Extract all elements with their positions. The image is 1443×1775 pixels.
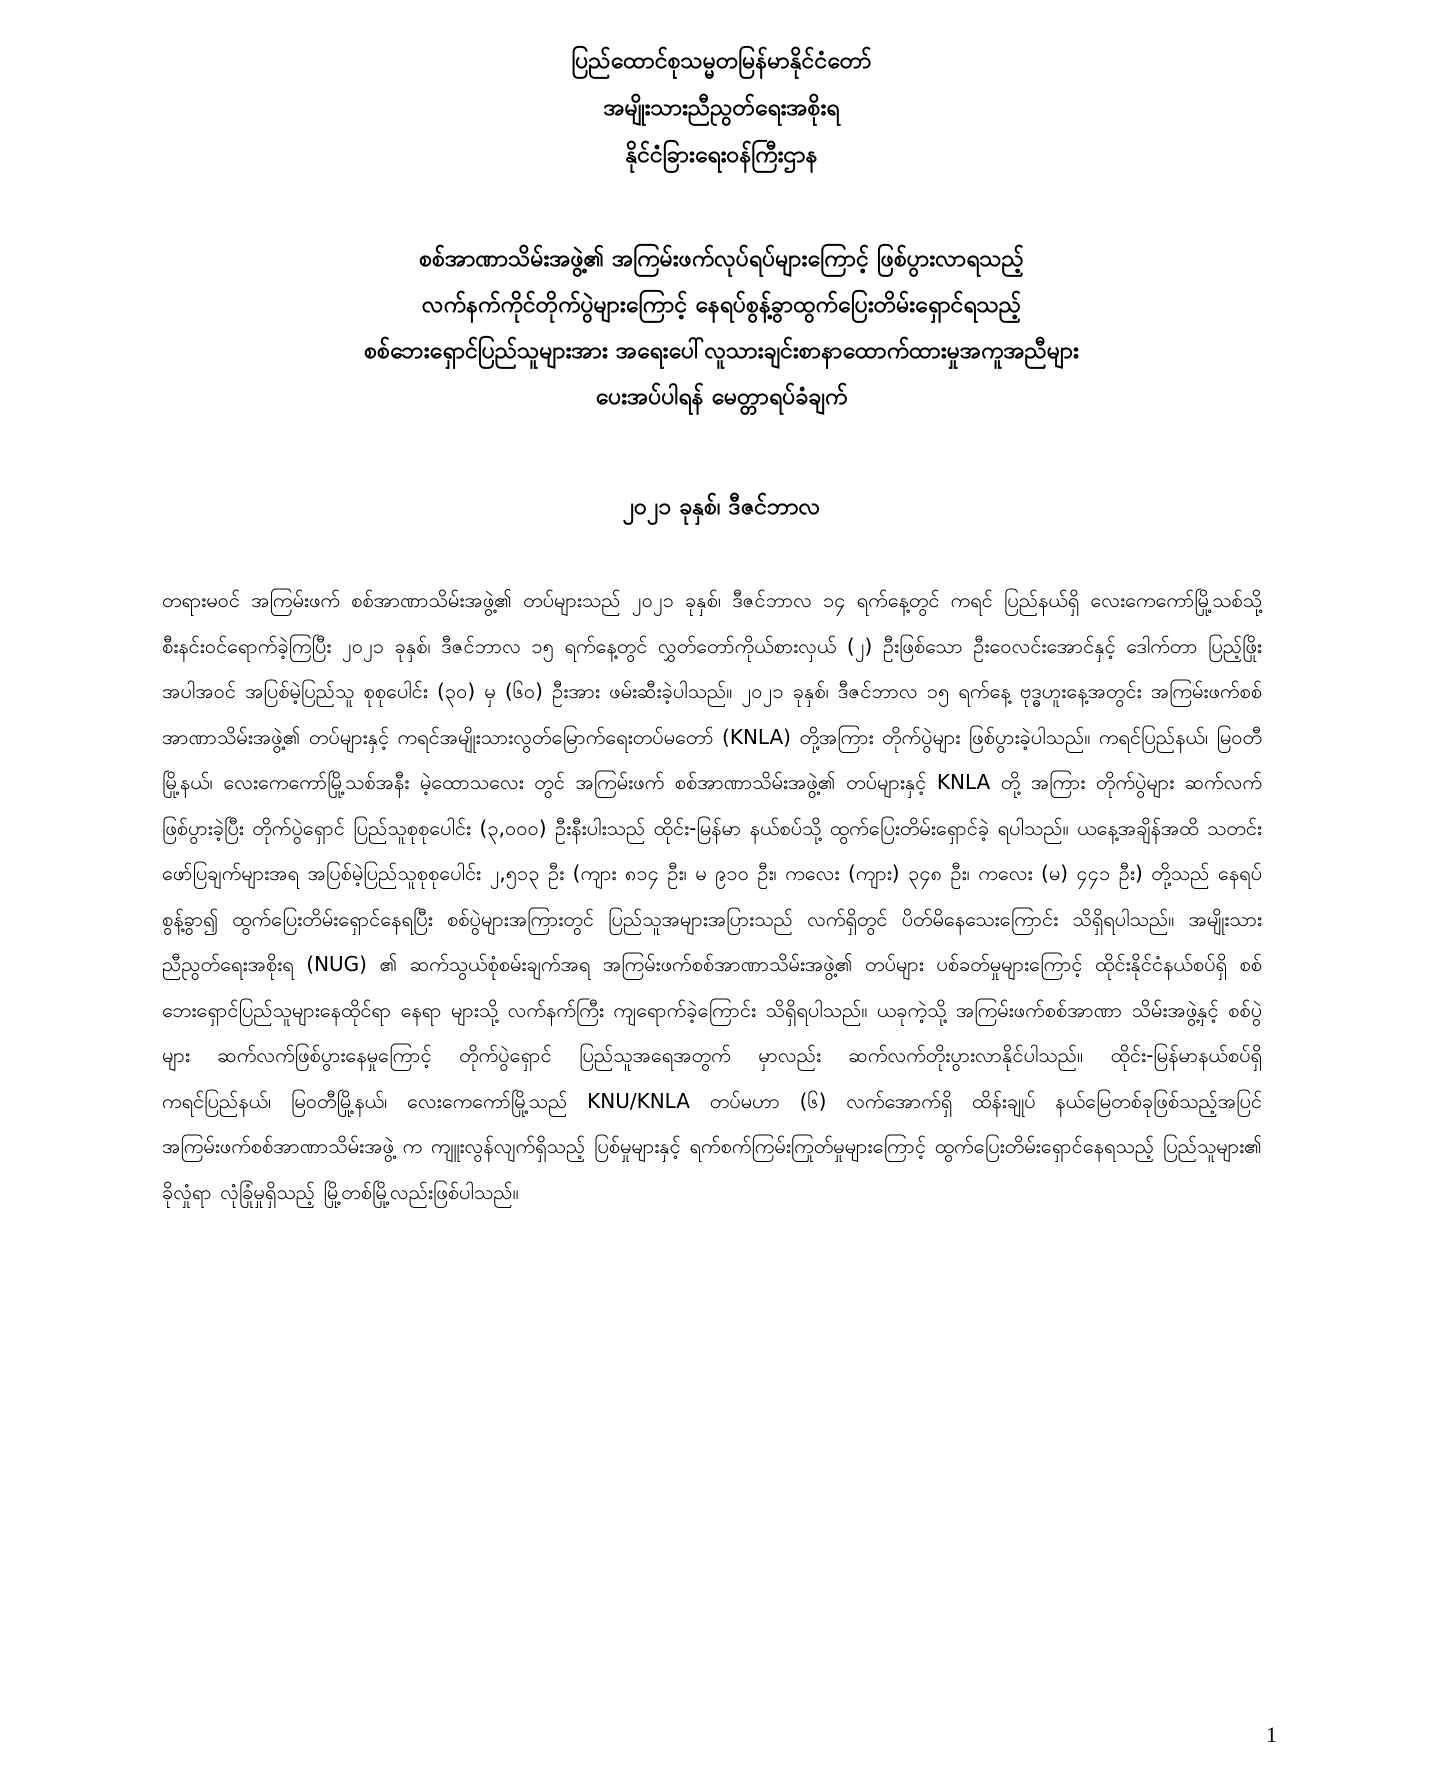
title-line-1: စစ်အာဏာသိမ်းအဖွဲ့၏ အကြမ်းဖက်လုပ်ရပ်များကြောင့် ဖြစ်ပွားလာရသည့် <box>419 246 1024 272</box>
header-country-name: ပြည်ထောင်စုသမ္မတမြန်မာနိုင်ငံတော် <box>571 48 872 74</box>
header-government-name: အမျိုးသားညီညွတ်ရေးအစိုးရ <box>603 95 840 121</box>
ministry-header <box>180 38 1263 179</box>
body-paragraph: တရားမဝင် အကြမ်းဖက် စစ်အာဏာသိမ်းအဖွဲ့၏ တပ်များသည် ၂၀၂၁ ခုနှစ်၊ ဒီဇင်ဘာလ ၁၄ ရက်နေ့တွင် ကရင် ပြည်နယ်ရှိ လေးကေကော်မြို့သစ်သို့ စီးနင်းဝင်ရောက်ခဲ့ကြပြီး ၂၀၂၁ ခုနှစ်၊ ဒီဇင်ဘာလ ၁၅ ရက်နေ့တွင် လွှတ်တော်ကိုယ်စားလှယ် (၂) ဦးဖြစ်သော ဦးဝေလင်းအောင်နှင့် ဒေါက်တာ ပြည့်ဖြိုးအပါအဝင် အပြစ်မဲ့ပြည်သူ စုစုပေါင်း (၃၀) မှ (၆၀) ဦးအား ဖမ်းဆီးခဲ့ပါသည်။ ၂၀၂၁ ခုနှစ်၊ ဒီဇင်ဘာလ ၁၅ ရက်နေ့ ဗုဒ္ဓဟူးနေ့အတွင်း အကြမ်းဖက်စစ်အာဏာသိမ်းအဖွဲ့၏ တပ်များနှင့် ကရင်အမျိုးသားလွတ်မြောက်ရေးတပ်မတော် (KNLA) တို့အကြား တိုက်ပွဲများ ဖြစ်ပွားခဲ့ပါသည်။ ကရင်ပြည်နယ်၊ မြဝတီမြို့နယ်၊ လေးကေကော်မြို့သစ်အနီး မဲ့ထောသလေး တွင် အကြမ်းဖက် စစ်အာဏာသိမ်းအဖွဲ့၏ တပ်များနှင့် KNLA တို့ အကြား တိုက်ပွဲများ ဆက်လက်ဖြစ်ပွားခဲ့ပြီး တိုက်ပွဲရှောင် ပြည်သူစုစုပေါင်း (၃,၀၀၀) ဦးနီးပါးသည် ထိုင်း-မြန်မာ နယ်စပ်သို့ ထွက်ပြေးတိမ်းရှောင်ခဲ့ ရပါသည်။ ယနေ့အချိန်အထိ သတင်းဖော်ပြချက်များအရ အပြစ်မဲ့ပြည်သူစုစုပေါင်း ၂,၅၁၃ ဦး (ကျား ၈၁၄ ဦး၊ မ ၉၁၀ ဦး၊ ကလေး (ကျား) ၃၄၈ ဦး၊ ကလေး (မ) ၄၄၁ ဦး) တို့သည် နေရပ်စွန့်ခွာ၍ ထွက်ပြေးတိမ်းရှောင်နေရပြီး စစ်ပွဲများအကြားတွင် ပြည်သူအများအပြားသည် လက်ရှိတွင် ပိတ်မိနေသေးကြောင်း သိရှိရပါသည်။ အမျိုးသား ညီညွတ်ရေးအစိုးရ (NUG) ၏ ဆက်သွယ်စုံစမ်းချက်အရ အကြမ်းဖက်စစ်အာဏာသိမ်းအဖွဲ့၏ တပ်များ ပစ်ခတ်မှုများကြောင့် ထိုင်းနိုင်ငံနယ်စပ်ရှိ စစ်ဘေးရှောင်ပြည်သူများနေထိုင်ရာ နေရာ များသို့ လက်နက်ကြီး ကျရောက်ခဲ့ကြောင်း သိရှိရပါသည်။ ယခုကဲ့သို့ အကြမ်းဖက်စစ်အာဏာ သိမ်းအဖွဲ့နှင့် စစ်ပွဲများ ဆက်လက်ဖြစ်ပွားနေမှုကြောင့် တိုက်ပွဲရှောင် ပြည်သူအရေအတွက် မှာလည်း ဆက်လက်တိုးပွားလာနိုင်ပါသည်။ ထိုင်း-မြန်မာနယ်စပ်ရှိ ကရင်ပြည်နယ်၊ မြဝတီမြို့နယ်၊ လေးကေကော်မြို့သည် KNU/KNLA တပ်မဟာ (၆) လက်အောက်ရှိ ထိန်းချုပ် နယ်မြေတစ်ခုဖြစ်သည့်အပြင် အကြမ်းဖက်စစ်အာဏာသိမ်းအဖွဲ့ က ကျူးလွန်လျက်ရှိသည့် ပြစ်မှုများနှင့် ရက်စက်ကြမ်းကြုတ်မှုများကြောင့် ထွက်ပြေးတိမ်းရှောင်နေရသည့် ပြည်သူများ၏ ခိုလှုံရာ လုံခြုံမှုရှိသည့် မြို့တစ်မြို့လည်းဖြစ်ပါသည်။ <box>162 588 1262 1204</box>
document-title <box>180 236 1263 420</box>
document-date: ၂၀၂၁ ခုနှစ်၊ ဒီဇင်ဘာလ <box>622 494 821 520</box>
header-ministry-name: နိုင်ငံခြားရေးဝန်ကြီးဌာန <box>625 142 818 168</box>
page-number: 1 <box>1266 1722 1277 1747</box>
title-line-3: စစ်ဘေးရှောင်ပြည်သူများအား အရေးပေါ်လူသားချင်းစာနာထောက်ထားမှုအကူအညီများ <box>364 338 1079 364</box>
title-line-4: ပေးအပ်ပါရန် မေတ္တာရပ်ခံချက် <box>595 384 848 410</box>
title-line-2: လက်နက်ကိုင်တိုက်ပွဲများကြောင့် နေရပ်စွန့်ခွာထွက်ပြေးတိမ်းရှောင်ရသည့် <box>421 292 1022 318</box>
